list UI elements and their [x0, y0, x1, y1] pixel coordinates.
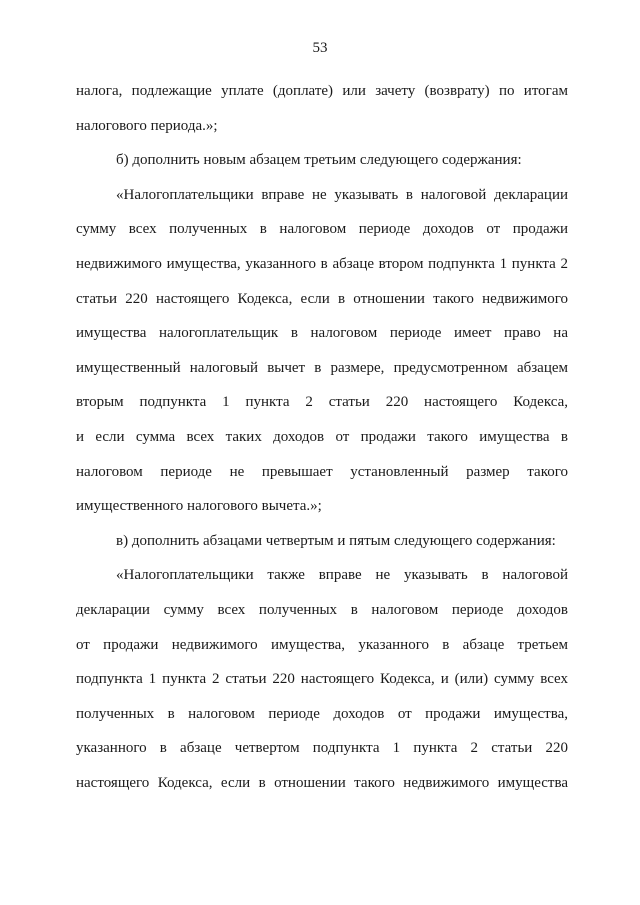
paragraph-continuation: [76, 74, 568, 143]
text-line: имущества налогоплательщик в налоговом периоде имеет право на: [76, 325, 568, 342]
document-body: [76, 74, 568, 800]
paragraph-item-v: [76, 524, 568, 559]
paragraph-quote-2: [76, 558, 568, 800]
text-line: полученных в налоговом периоде доходов от продажи имущества,: [76, 705, 568, 722]
text-line: вторым подпункта 1 пункта 2 статьи 220 настоящего Кодекса,: [76, 394, 568, 411]
text-line: имущественный налоговый вычет в размере, предусмотренном абзацем: [76, 359, 568, 376]
paragraph-quote-1: [76, 178, 568, 524]
text-line: имущественного налогового вычета.»;: [76, 498, 322, 515]
text-line: сумму всех полученных в налоговом периоде доходов от продажи: [76, 221, 568, 238]
text-line: б) дополнить новым абзацем третьим следующего содержания:: [116, 152, 522, 169]
text-line: в) дополнить абзацами четвертым и пятым следующего содержания:: [116, 532, 556, 549]
text-line: статьи 220 настоящего Кодекса, если в отношении такого недвижимого: [76, 290, 568, 307]
text-line: недвижимого имущества, указанного в абзаце втором подпункта 1 пункта 2: [76, 255, 568, 272]
page-number: 53: [312, 40, 328, 56]
paragraph-item-b: [76, 143, 568, 178]
text-line: декларации сумму всех полученных в налоговом периоде доходов: [76, 601, 568, 618]
text-line: от продажи недвижимого имущества, указанного в абзаце третьем: [76, 636, 568, 653]
text-line: налогового периода.»;: [76, 117, 218, 134]
text-line: налоговом периоде не превышает установленный размер такого: [76, 463, 568, 480]
text-line: подпункта 1 пункта 2 статьи 220 настоящего Кодекса, и (или) сумму всех: [76, 671, 568, 688]
text-line: налога, подлежащие уплате (доплате) или зачету (возврату) по итогам: [76, 83, 568, 99]
text-line: и если сумма всех таких доходов от продажи такого имущества в: [76, 428, 568, 445]
text-line: настоящего Кодекса, если в отношении такого недвижимого имущества: [76, 774, 568, 791]
text-line: «Налогоплательщики также вправе не указывать в налоговой: [116, 567, 568, 584]
text-line: указанного в абзаце четвертом подпункта 1 пункта 2 статьи 220: [76, 740, 568, 757]
text-line: «Налогоплательщики вправе не указывать в налоговой декларации: [116, 186, 568, 203]
